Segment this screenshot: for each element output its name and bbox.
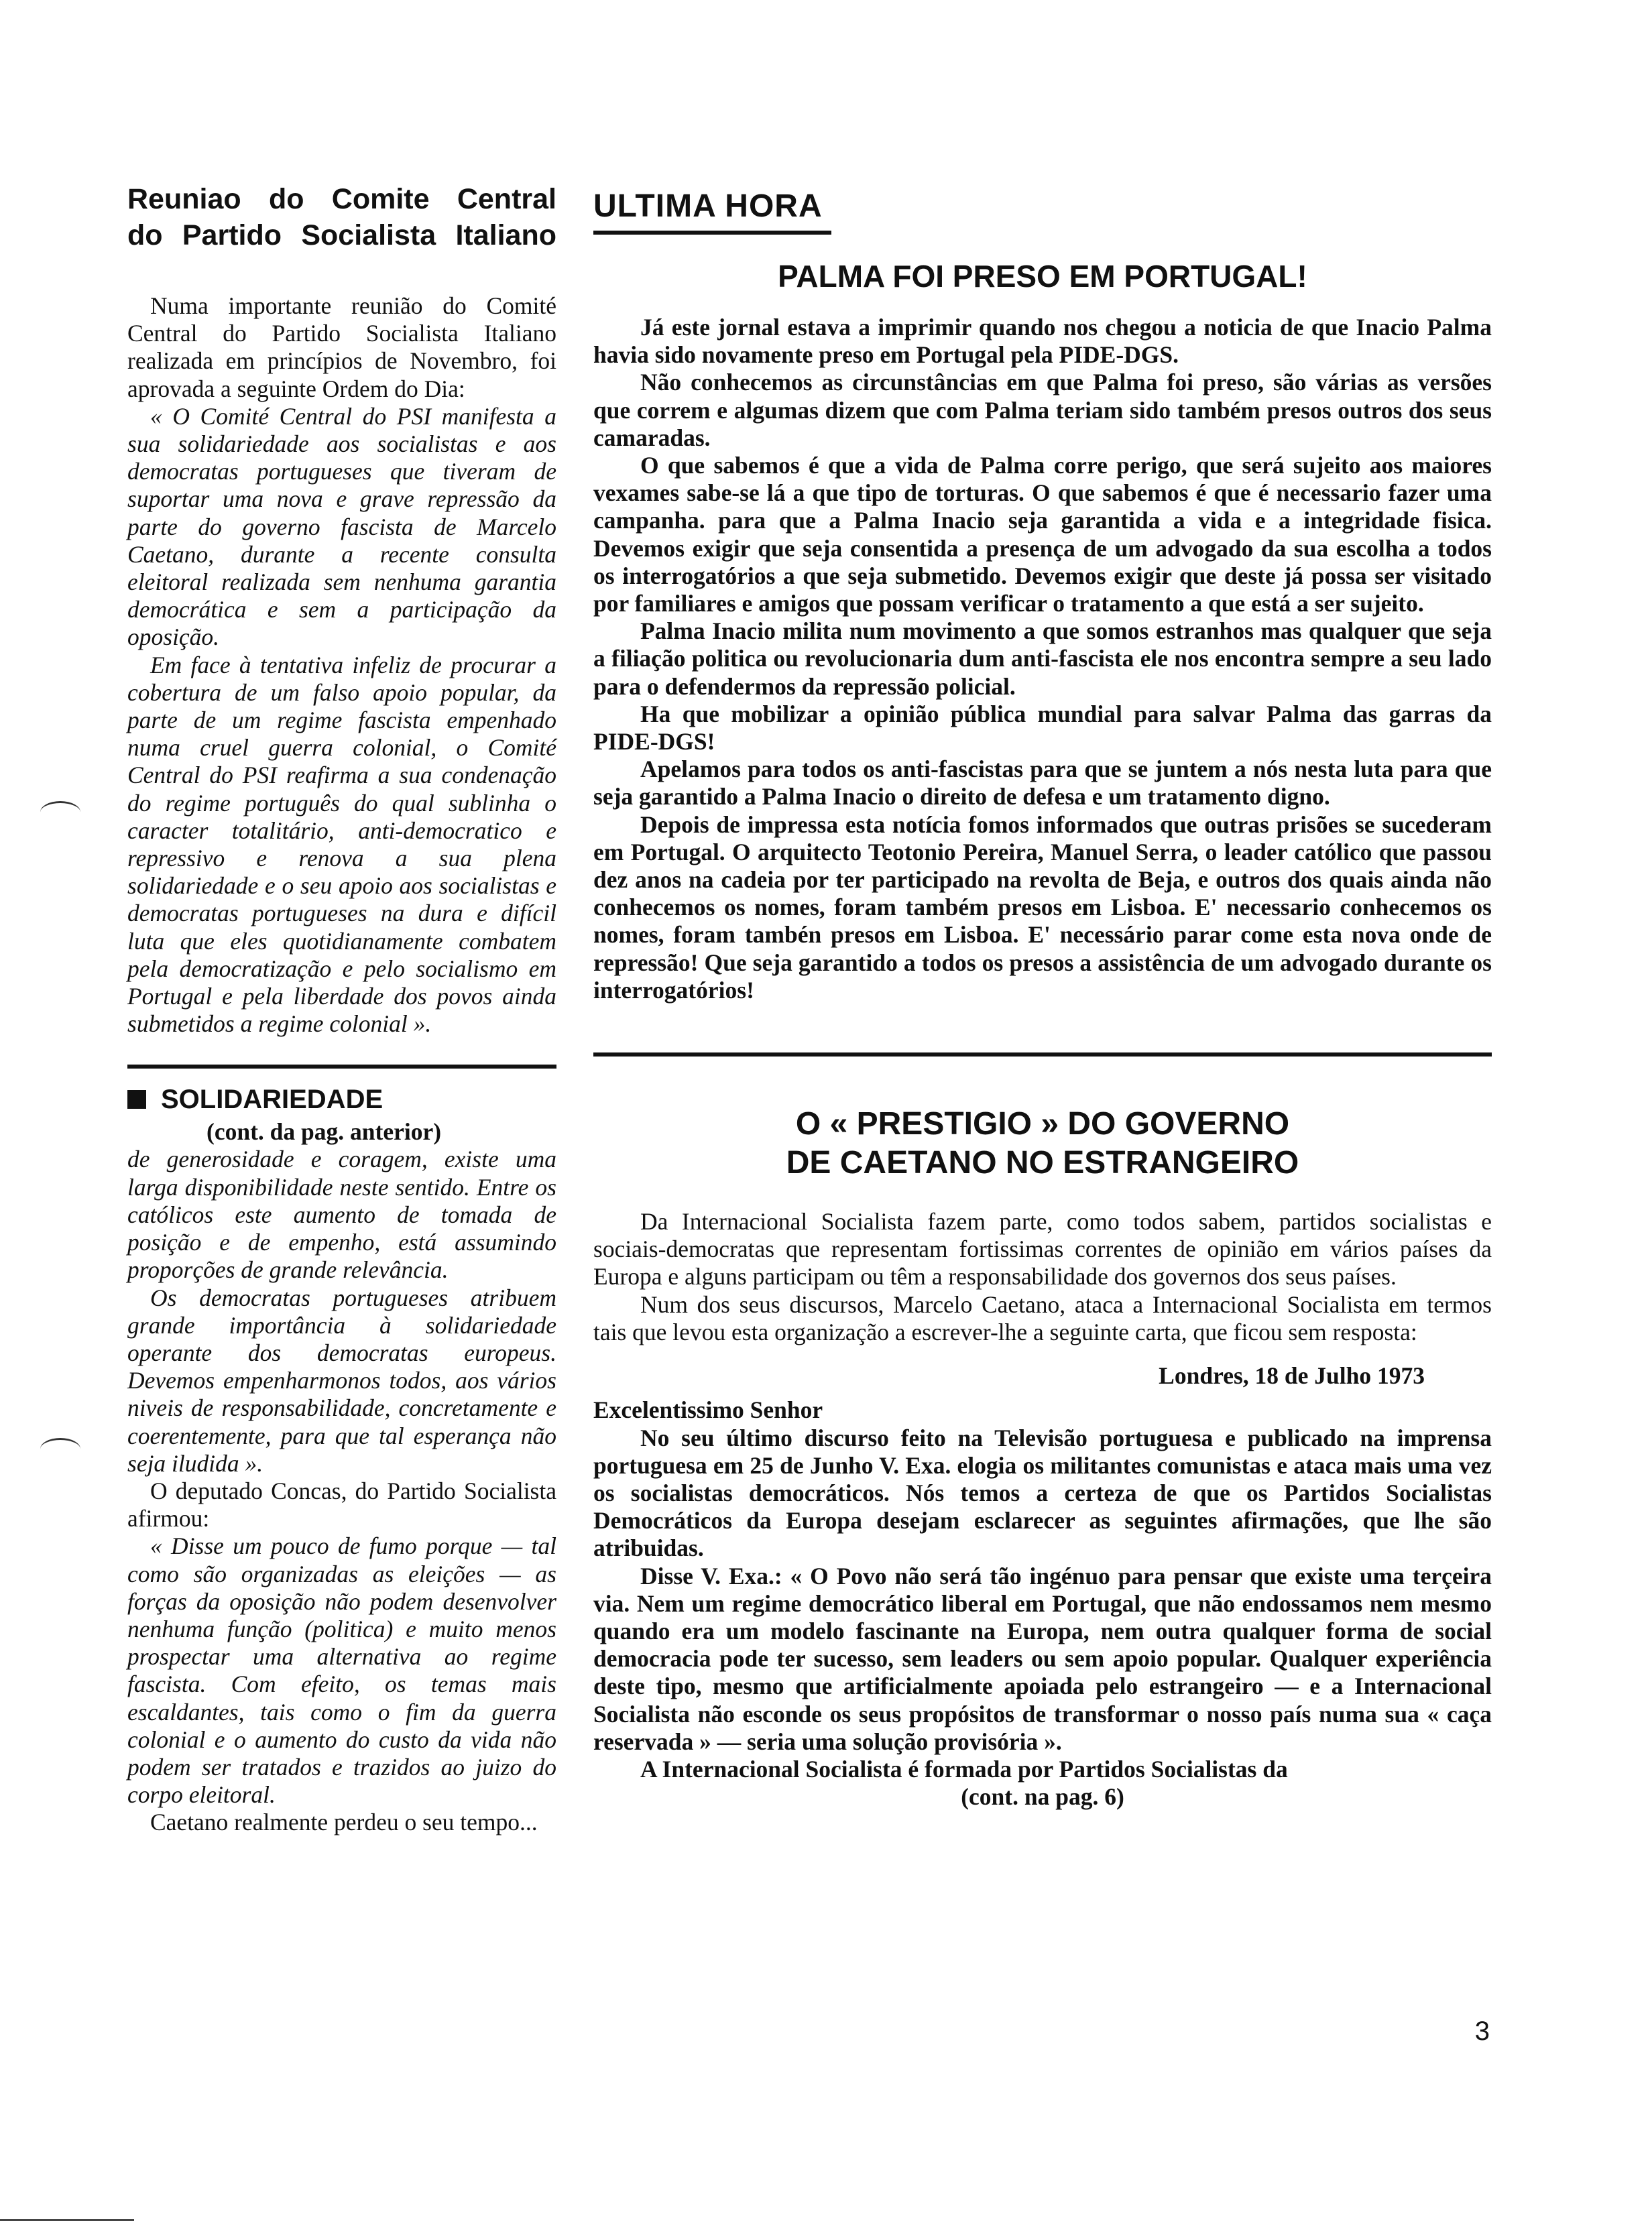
palma-article-body: [593, 314, 1492, 1004]
prestigio-headline-line1: O « PRESTIGIO » DO GOVERNO: [795, 1106, 1290, 1142]
solidariedade-paragraph: « Disse um pouco de fumo porque — tal como são organizadas as eleições — as forças da oposição não podem desenvolver nenhuma função (politica) e muito menos prospectar uma alternativa ao regime fascista. Com efeito, os temas mais escaldantes, tais como o fim da guerra colonial e o aumento do custo da vida não podem ser tratados e trazidos ao juizo do corpo eleitoral.: [127, 1532, 556, 1809]
psi-paragraph: « O Comité Central do PSI manifesta a sua solidariedade aos socialistas e aos democratas portugueses que tiveram de suportar uma nova e grave repressão da parte do governo fascista de Marcelo Caetano, durante a recente consulta eleitoral realizada sem nenhuma garantia democrática e sem a participação da oposição.: [127, 402, 556, 651]
margin-mark: [40, 1438, 80, 1460]
solidariedade-title: SOLIDARIEDADE: [161, 1085, 384, 1115]
palma-paragraph: Depois de impressa esta notícia fomos informados que outras prisões se sucederam em Portugal. O arquitecto Teotonio Pereira, Manuel Serra, o leader católico que passou dez anos na cadeia por ter participado na revolta de Beja, e outros dos quais ainda não conhecemos os nomes, foram também presos em Lisboa. E' necessario conhecemos os nomes, foram tambén presos em Lisboa. E' necessário parar come esta nova onde de repressão! Que seja garantido a todos os presos a assistência de um advogado durante os interrogatórios!: [593, 810, 1492, 1004]
ultima-hora-label: ULTIMA HORA: [593, 188, 823, 224]
psi-paragraph: Em face à tentativa infeliz de procurar a cobertura de um falso apoio popular, da parte de um regime fascista empenhado numa cruel guerra colonial, o Comité Central do PSI reafirma a sua condenação do regime português do qual sublinha o caracter totalitário, anti-democratico e repressivo e renova a sua plena solidariedade e o seu apoio aos socialistas e democratas portugueses na dura e difícil luta que eles quotidianamente combatem pela democratização e pelo socialismo em Portugal e pela liberdade dos povos ainda submetidos a regime colonial ».: [127, 651, 556, 1038]
solidariedade-paragraph: Caetano realmente perdeu o seu tempo...: [150, 1809, 538, 1836]
section-divider: [593, 1052, 1492, 1057]
psi-headline-line1: Reuniao do Comite Central: [127, 183, 556, 215]
ultima-hora-underline: [593, 231, 831, 235]
solidariedade-continued: (cont. da pag. anterior): [206, 1118, 442, 1146]
palma-paragraph: Não conhecemos as circunstâncias em que Palma foi preso, são várias as versões que correm e algumas dizem que com Palma teriam sido também presos outros dos seus camaradas.: [593, 369, 1492, 451]
palma-paragraph: Já este jornal estava a imprimir quando nos chegou a noticia de que Inacio Palma havia sido novamente preso em Portugal pela PIDE-DGS.: [593, 314, 1492, 369]
margin-mark: [40, 801, 80, 823]
letter-body: [593, 1396, 1492, 1811]
page-number: 3: [1474, 2016, 1490, 2046]
solidariedade-paragraph: de generosidade e coragem, existe uma larga disponibilidade neste sentido. Entre os católicos este aumento de tomada de posição e de empenho, está assumindo proporções de grande relevância.: [127, 1146, 556, 1284]
palma-headline: PALMA FOI PRESO EM PORTUGAL!: [778, 259, 1307, 294]
letter-paragraph: No seu último discurso feito na Televisão portuguesa e publicado na imprensa portuguesa em 25 de Junho V. Exa. elogia os militantes comunistas e ataca mais uma vez os socialistas democráticos. Nós temos a certeza de que os Partidos Socialistas Democráticos da Europa desejam esclarecer as seguintes afirmações, que lhe são atribuidas.: [593, 1424, 1492, 1562]
left-column: [127, 181, 556, 1837]
prestigio-paragraph: Da Internacional Socialista fazem parte, como todos sabem, partidos socialistas e sociais-democratas que representam fortissimas correntes de opinião em vários países da Europa e alguns participam ou têm a responsabilidade dos governos dos seus países.: [593, 1208, 1492, 1290]
square-bullet-icon: [127, 1090, 146, 1109]
psi-article-body: [127, 292, 556, 1038]
solidariedade-paragraph: Os democratas portugueses atribuem grande importância à solidariedade operante dos democratas europeus. Devemos empenharmonos todos, aos vários niveis de responsabilidade, concretamente e coerentemente, para que tal esperança não seja iludida ».: [127, 1284, 556, 1477]
letter-paragraph: A Internacional Socialista é formada por Partidos Socialistas da: [640, 1755, 1288, 1783]
solidariedade-paragraph: O deputado Concas, do Partido Socialista afirmou:: [127, 1477, 556, 1532]
psi-paragraph: Numa importante reunião do Comité Central do Partido Socialista Italiano realizada em princípios de Novembro, foi aprovada a seguinte Ordem do Dia:: [127, 292, 556, 402]
solidariedade-headline: [127, 1083, 556, 1116]
palma-paragraph: Palma Inacio milita num movimento a que somos estranhos mas qualquer que seja a filiação politica ou revolucionaria dum anti-fascista ele nos encontra sempre a seu lado para o defendermos da repressão policial.: [593, 617, 1492, 700]
section-divider: [127, 1065, 556, 1069]
letter-paragraph: Disse V. Exa.: « O Povo não será tão ingénuo para pensar que existe uma terçeira via. Nem um regime democrático liberal em Portugal, que não endossamos nem mesmo quando era um modelo fascinante na Europa, nem outra qualquer forma de social democracia pode ter sucesso, sem leaders ou sem apoio popular. Qualquer experiência deste tipo, mesmo que artificialmente apoiada pelo estrangeiro — e a Internacional Socialista não esconde os seus propósitos de transformar o nosso país numa sua « caça reservada » — seria uma solução provisória ».: [593, 1562, 1492, 1755]
bottom-edge-rule: [0, 2219, 134, 2221]
palma-paragraph: Apelamos para todos os anti-fascistas para que se juntem a nós nesta luta para que seja garantido a Palma Inacio o direito de defesa e um tratamento digno.: [593, 756, 1492, 810]
prestigio-intro: [593, 1208, 1492, 1346]
psi-headline: [127, 181, 556, 253]
prestigio-continued: (cont. na pag. 6): [961, 1783, 1124, 1811]
prestigio-headline-line2: DE CAETANO NO ESTRANGEIRO: [786, 1145, 1299, 1181]
right-column: [593, 188, 1492, 1811]
psi-headline-line2: do Partido Socialista Italiano: [127, 219, 556, 251]
prestigio-headline: [593, 1105, 1492, 1183]
letter-dateline: Londres, 18 de Julho 1973: [1159, 1362, 1425, 1390]
palma-paragraph: Ha que mobilizar a opinião pública mundial para salvar Palma das garras da PIDE-DGS!: [593, 700, 1492, 756]
solidariedade-body: [127, 1146, 556, 1836]
letter-salutation: Excelentissimo Senhor: [593, 1396, 823, 1424]
prestigio-paragraph: Num dos seus discursos, Marcelo Caetano, ataca a Internacional Socialista em termos tais que levou esta organização a escrever-lhe a seguinte carta, que ficou sem resposta:: [593, 1290, 1492, 1345]
palma-paragraph: O que sabemos é que a vida de Palma corre perigo, que será sujeito aos maiores vexames sabe-se lá a que tipo de torturas. O que sabemos é que é necessario fazer uma campanha. para que a Palma Inacio seja garantida a vida e a integridade fisica. Devemos exigir que seja consentida a presença de um advogado da sua escolha a todos os interrogatórios a que seja submetido. Devemos exigir que deste já possa ser visitado por familiares e amigos que possam verificar o tratamento a que está a ser sujeito.: [593, 452, 1492, 617]
